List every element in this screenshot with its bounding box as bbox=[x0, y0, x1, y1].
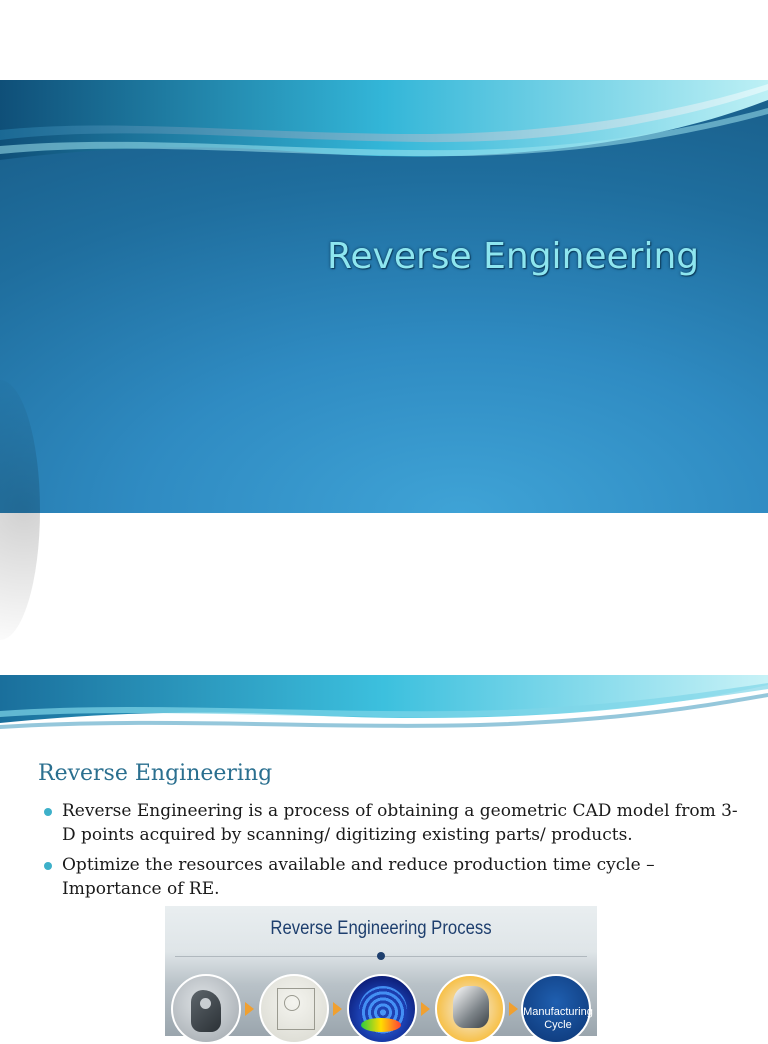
process-title: Reverse Engineering Process bbox=[270, 918, 492, 939]
process-diagram-image bbox=[165, 906, 597, 1036]
divider-knob bbox=[377, 952, 385, 960]
manufacturing-cycle-step bbox=[521, 974, 591, 1044]
arrow-right-icon bbox=[333, 1002, 342, 1016]
arrow-right-icon bbox=[509, 1002, 518, 1016]
content-slide bbox=[0, 675, 768, 1031]
slide-title: Reverse Engineering bbox=[327, 236, 700, 277]
part-photo-icon bbox=[171, 974, 241, 1044]
bullet-item bbox=[44, 799, 744, 847]
arrow-right-icon bbox=[421, 1002, 430, 1016]
step-label: Manufacturing Cycle bbox=[523, 1006, 593, 1031]
cad-sketch-icon bbox=[259, 974, 329, 1044]
shadow-decoration bbox=[0, 380, 40, 640]
mesh-analysis-icon bbox=[347, 974, 417, 1044]
bullet-text: Optimize the resources available and reduce production time cycle – Importance of RE. bbox=[62, 855, 655, 899]
bullet-text: Reverse Engineering is a process of obtaining a geometric CAD model from 3-D points acquired by scanning/ digitizing existing parts/ products. bbox=[62, 801, 738, 845]
title-slide bbox=[0, 80, 768, 513]
bullet-item bbox=[44, 853, 744, 901]
machined-part-icon bbox=[435, 974, 505, 1044]
bullet-icon bbox=[44, 808, 52, 816]
bullet-list bbox=[44, 799, 744, 907]
wave-decoration bbox=[0, 80, 768, 240]
arrow-right-icon bbox=[245, 1002, 254, 1016]
bullet-icon bbox=[44, 862, 52, 870]
slide-heading: Reverse Engineering bbox=[38, 761, 273, 786]
wave-decoration bbox=[0, 675, 768, 755]
